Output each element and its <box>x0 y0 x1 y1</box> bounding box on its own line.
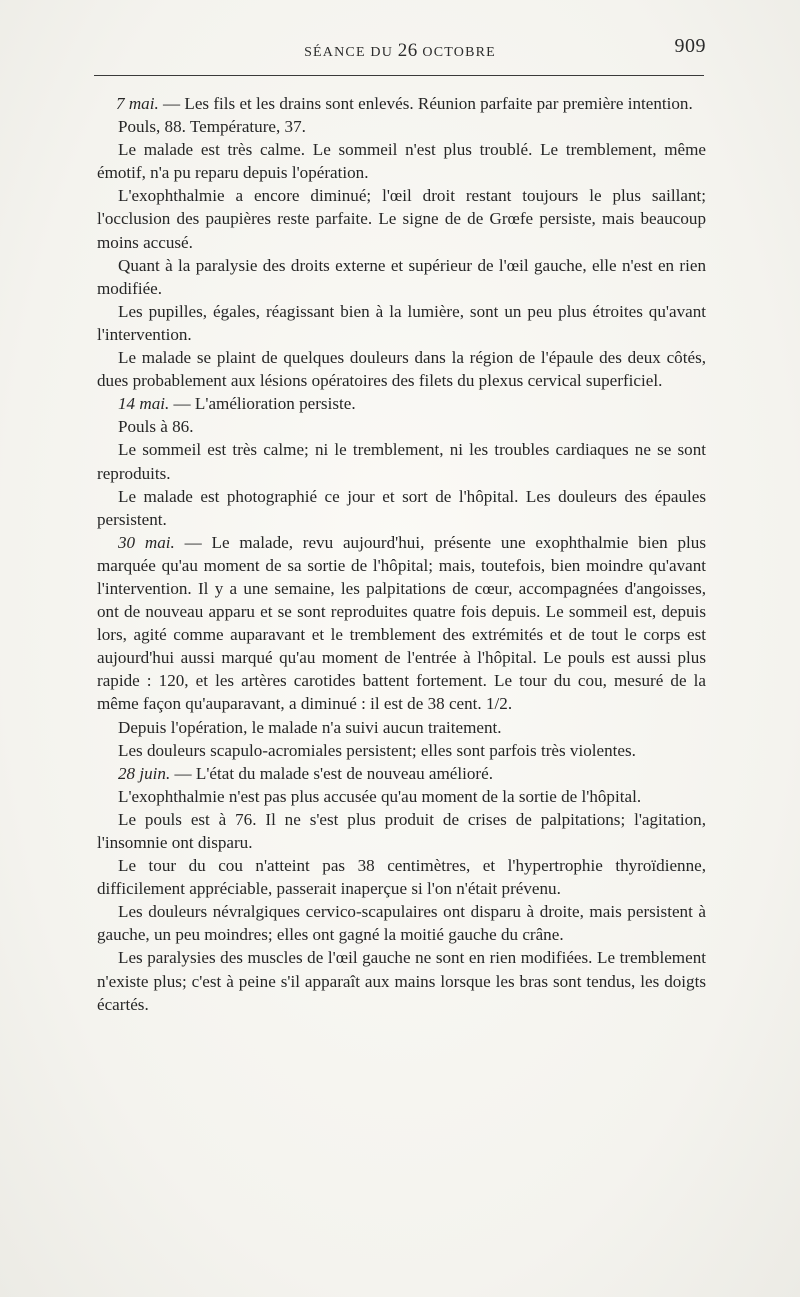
paragraph <box>97 762 706 785</box>
paragraph: Le tour du cou n'atteint pas 38 centimètres, et l'hypertrophie thyroïdienne, difficilement appréciable, passerait inaperçue si l'on n'était prévenu. <box>97 856 706 899</box>
paragraph: Les paralysies des muscles de l'œil gauche ne sont en rien modifiées. Le tremblement n'existe plus; c'est à peine s'il apparaît aux mains lorsque les bras sont tendus, les doigts écartés. <box>97 948 706 1014</box>
date-label: 14 mai. <box>118 394 170 414</box>
paragraph: Les douleurs scapulo-acromiales persistent; elles sont parfois très violentes. <box>118 740 636 760</box>
paragraph-text: — L'amélioration persiste. <box>169 394 356 414</box>
paragraph: L'exophthalmie a encore diminué; l'œil droit restant toujours le plus saillant; l'occlusion des paupières reste parfaite. Le signe de de Grœfe persiste, mais beaucoup moins accusé. <box>97 186 706 252</box>
paragraph: Pouls, 88. Température, 37. <box>118 117 306 137</box>
paragraph-text: — Le malade, revu aujourd'hui, présente une exophthalmie bien plus marquée qu'au moment de sa sortie de l'hôpital; mais, toutefois, bien moindre qu'avant l'intervention. Il y a une semaine, les palpitations de cœur, accompagnées d'angoisses, ont de nouveau apparu et se sont reproduites quatre fois depuis. Le sommeil est, depuis lors, agité comme auparavant et le tremblement des extrémités et de tout le corps est aujourd'hui aussi marqué qu'au moment de l'entrée à l'hôpital. Le pouls est aussi plus rapide : 120, et les artères carotides battent fortement. Le tour du cou, mesuré de la même façon qu'auparavant, a diminué : il est de 38 cent. 1/2. <box>97 532 706 714</box>
paragraph: Quant à la paralysie des droits externe et supérieur de l'œil gauche, elle n'est en rien modifiée. <box>97 255 706 298</box>
paragraph-text: — Les fils et les drains sont enlevés. Réunion parfaite par première intention. <box>158 94 693 113</box>
paragraph: L'exophthalmie n'est pas plus accusée qu'au moment de la sortie de l'hôpital. <box>118 786 642 806</box>
date-label: 7 mai. <box>116 94 159 113</box>
paragraph: Depuis l'opération, le malade n'a suivi aucun traitement. <box>118 717 502 737</box>
paragraph <box>97 392 706 415</box>
paragraph: Les douleurs névralgiques cervico-scapulaires ont disparu à droite, mais persistent à gauche, un peu moindres; elles ont gagné la moitié gauche du crâne. <box>97 902 706 945</box>
body-text <box>97 92 706 1016</box>
date-label: 28 juin. <box>118 763 171 783</box>
running-title-prefix: SÉANCE DU <box>304 45 398 60</box>
page-number: 909 <box>674 35 706 57</box>
date-label: 30 mai. <box>118 532 175 552</box>
paragraph: Le sommeil est très calme; ni le tremblement, ni les troubles cardiaques ne se sont reproduits. <box>97 440 706 483</box>
paragraph-text: — L'état du malade s'est de nouveau amélioré. <box>170 763 493 783</box>
paragraph <box>97 92 706 115</box>
running-title-month: OCTOBRE <box>417 45 496 60</box>
paragraph: Le malade se plaint de quelques douleurs dans la région de l'épaule des deux côtés, dues probablement aux lésions opératoires des filets du plexus cervical superficiel. <box>97 348 706 391</box>
running-title-day: 26 <box>397 40 418 61</box>
paragraph: Le pouls est à 76. Il ne s'est plus produit de crises de palpitations; l'agitation, l'insomnie ont disparu. <box>97 809 706 852</box>
paragraph: Le malade est très calme. Le sommeil n'est plus troublé. Le tremblement, même émotif, n'a pu reparu depuis l'opération. <box>97 140 706 183</box>
paragraph: Pouls à 86. <box>118 417 194 437</box>
paragraph: Le malade est photographié ce jour et sort de l'hôpital. Les douleurs des épaules persistent. <box>97 486 706 529</box>
paragraph: Les pupilles, égales, réagissant bien à la lumière, sont un peu plus étroites qu'avant l'intervention. <box>97 301 706 344</box>
header-rule <box>94 75 704 76</box>
page-header <box>94 34 706 62</box>
running-title <box>94 40 706 62</box>
paragraph <box>97 531 706 716</box>
